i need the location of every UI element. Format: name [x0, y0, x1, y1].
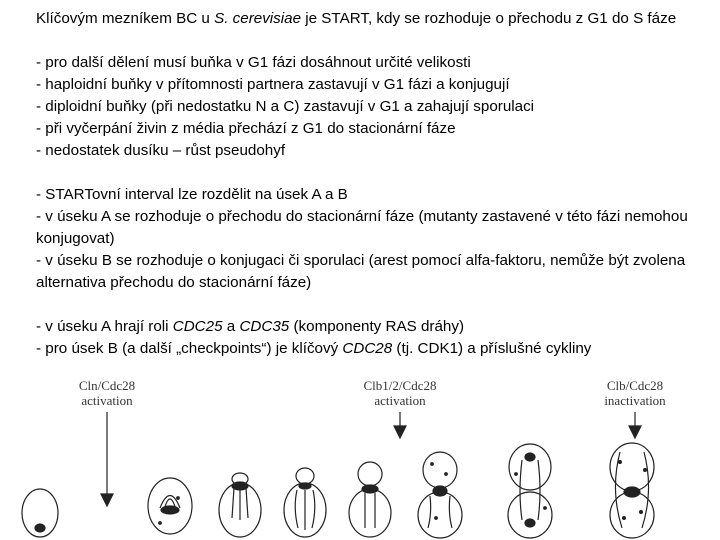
- list1-item: - nedostatek dusíku – růst pseudohyf: [36, 142, 286, 159]
- cell-spindle-forming: [284, 468, 326, 537]
- slide-text: [36, 8, 706, 360]
- list1-item: - pro další dělení musí buňka v G1 fázi dosáhnout určité velikosti: [36, 54, 471, 71]
- list2-item: - STARTovní interval lze rozdělit na úsek A a B: [36, 186, 348, 203]
- figure-label-clb-inactivation: Clb/Cdc28 inactivation: [604, 378, 666, 408]
- arrow-clb-inactivation: [629, 412, 641, 438]
- list3-item-b: - pro úsek B (a další „checkpoints“) je klíčový CDC28 (tj. CDK1) a příslušné cykliny: [36, 340, 592, 357]
- figure-label-clb-activation: Clb1/2/Cdc28 activation: [363, 378, 437, 408]
- cell-g1: [22, 489, 58, 537]
- list2-item: - v úseku B se rozhoduje o konjugaci či sporulaci (arest pomocí alfa-faktoru, nemůže být zvolena alternativa přechodu do stacionární fáze): [36, 252, 686, 291]
- list3-item-a: - v úseku A hrají roli CDC25 a CDC35 (komponenty RAS dráhy): [36, 318, 464, 335]
- cell-mitotic-exit: [610, 443, 654, 538]
- cell-budded: [349, 462, 391, 537]
- cell-metaphase: [418, 452, 462, 538]
- cell-start: [148, 478, 192, 534]
- arrow-cln: [101, 412, 113, 506]
- cell-anaphase: [508, 444, 552, 538]
- list1-item: - při vyčerpání živin z média přechází z G1 do stacionární fáze: [36, 120, 456, 137]
- intro-paragraph: Klíčovým mezníkem BC u S. cerevisiae je START, kdy se rozhoduje o přechodu z G1 do S fáze: [36, 10, 677, 27]
- list1-item: - diploidní buňky (při nedostatku N a C) zastavují v G1 a zahajují sporulaci: [36, 98, 535, 115]
- list2-item: - v úseku A se rozhoduje o přechodu do stacionární fáze (mutanty zastavené v této fázi nemohou konjugovat): [36, 208, 688, 247]
- cell-bud-emergence: [219, 473, 261, 537]
- arrow-clb-activation: [394, 412, 406, 438]
- figure-drawing: [0, 378, 720, 540]
- figure-label-cln: Cln/Cdc28 activation: [78, 378, 136, 408]
- cell-cycle-figure: [0, 378, 720, 540]
- list1-item: - haploidní buňky v přítomnosti partnera zastavují v G1 fázi a konjugují: [36, 76, 510, 93]
- species-name: S. cerevisiae: [214, 10, 302, 27]
